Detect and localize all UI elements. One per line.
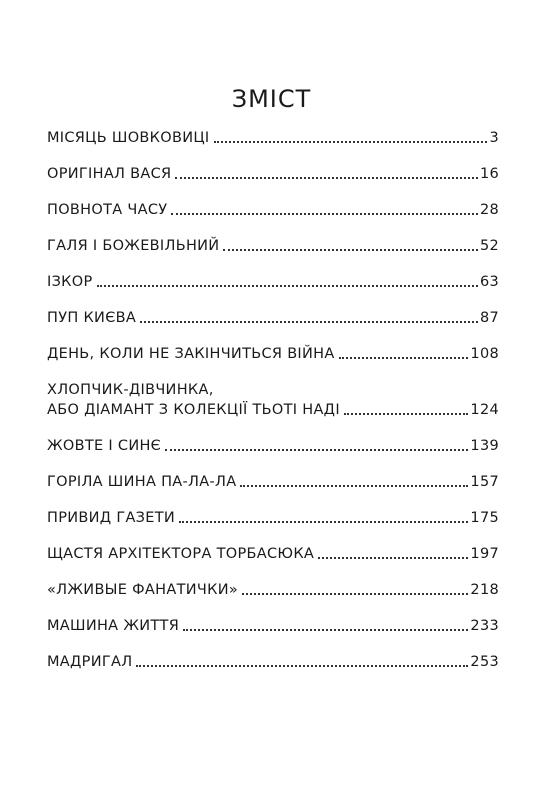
toc-entry[interactable] [47,544,499,564]
toc-entry-page-number: 157 [470,474,499,490]
dot-leader [240,485,468,487]
toc-entry-title [47,164,171,184]
toc-entry[interactable] [47,380,499,420]
dot-leader [179,521,468,523]
toc-entry-title [47,472,236,492]
toc-entry[interactable] [47,344,499,364]
toc-entry-title-line: ПРИВИД ГАЗЕТИ [47,510,176,526]
toc-entry-title-line: ЩАСТЯ АРХІТЕКТОРА ТОРБАСЮКА [47,546,315,562]
toc-entry[interactable] [47,272,499,292]
toc-entry[interactable] [47,472,499,492]
toc-entry-title [47,544,314,564]
dot-leader [140,321,478,323]
toc-entry-page-number: 197 [470,546,499,562]
dot-leader [183,629,468,631]
toc-entry-title [47,236,219,256]
dot-leader [318,557,468,559]
toc-entry-title-line: «ЛЖИВЫЕ ФАНАТИЧКИ» [47,582,239,598]
toc-entry-title-line: АБО ДІАМАНТ З КОЛЕКЦІЇ ТЬОТІ НАДІ [47,402,340,418]
toc-entry-page-number: 124 [470,402,499,418]
toc-entry-title-line: МІСЯЦЬ ШОВКОВИЦІ [47,130,210,146]
toc-entry-title [47,616,179,636]
dot-leader [171,213,478,215]
toc-entry[interactable] [47,508,499,528]
toc-entry[interactable] [47,652,499,672]
toc-entry-title-line: ОРИГІНАЛ ВАСЯ [47,166,172,182]
toc-entry-title [47,272,93,292]
toc-entry-page-number: 28 [479,202,499,218]
toc-entry-page-number: 139 [470,438,499,454]
toc-entry-title-line: МАШИНА ЖИТТЯ [47,618,180,634]
dot-leader [344,413,469,415]
dot-leader [97,285,478,287]
toc-entry-title-line: ГОРІЛА ШИНА ПА-ЛА-ЛА [47,474,237,490]
toc-entry-title [47,200,167,220]
toc-entry-title [47,436,161,456]
toc-entry-title-line: ІЗКОР [47,274,93,290]
toc-entry-page-number: 233 [470,618,499,634]
toc-entry[interactable] [47,200,499,220]
toc-entry-title [47,308,136,328]
page-title: ЗМІСТ [231,85,312,113]
toc-entry-page-number: 52 [479,238,499,254]
dot-leader [175,177,478,179]
dot-leader [214,141,488,143]
dot-leader [136,665,468,667]
toc-entry-title-line: ХЛОПЧИК-ДІВЧИНКА, [47,382,214,398]
dot-leader [339,357,469,359]
toc-entry[interactable] [47,436,499,456]
dot-leader [165,449,468,451]
toc-entry-title-line: МАДРИГАЛ [47,654,133,670]
toc-entry[interactable] [47,308,499,328]
toc-entry-page-number: 108 [470,346,499,362]
dot-leader [242,593,468,595]
toc-entry-page-number: 16 [479,166,499,182]
toc-entry-title-line: ПУП КИЄВА [47,310,137,326]
toc-entry-title [47,580,238,600]
table-of-contents [47,128,499,672]
dot-leader [223,249,477,251]
toc-entry[interactable] [47,580,499,600]
toc-entry[interactable] [47,236,499,256]
toc-entry-title [47,344,335,364]
toc-entry-page-number: 253 [470,654,499,670]
toc-entry-title [47,380,340,420]
toc-entry-page-number: 63 [479,274,499,290]
toc-entry-title-line: ДЕНЬ, КОЛИ НЕ ЗАКІНЧИТЬСЯ ВІЙНА [47,346,335,362]
toc-entry[interactable] [47,616,499,636]
toc-entry-title-line: ГАЛЯ І БОЖЕВІЛЬНИЙ [47,238,220,254]
toc-entry-title-line: ЖОВТЕ І СИНЄ [47,438,162,454]
toc-entry-page-number: 3 [489,130,499,146]
toc-entry-title [47,508,175,528]
toc-entry[interactable] [47,164,499,184]
toc-entry-title-line: ПОВНОТА ЧАСУ [47,202,168,218]
toc-entry-title [47,652,132,672]
toc-entry-page-number: 175 [470,510,499,526]
toc-entry-title [47,128,210,148]
toc-entry-page-number: 218 [470,582,499,598]
toc-entry[interactable] [47,128,499,148]
toc-entry-page-number: 87 [479,310,499,326]
